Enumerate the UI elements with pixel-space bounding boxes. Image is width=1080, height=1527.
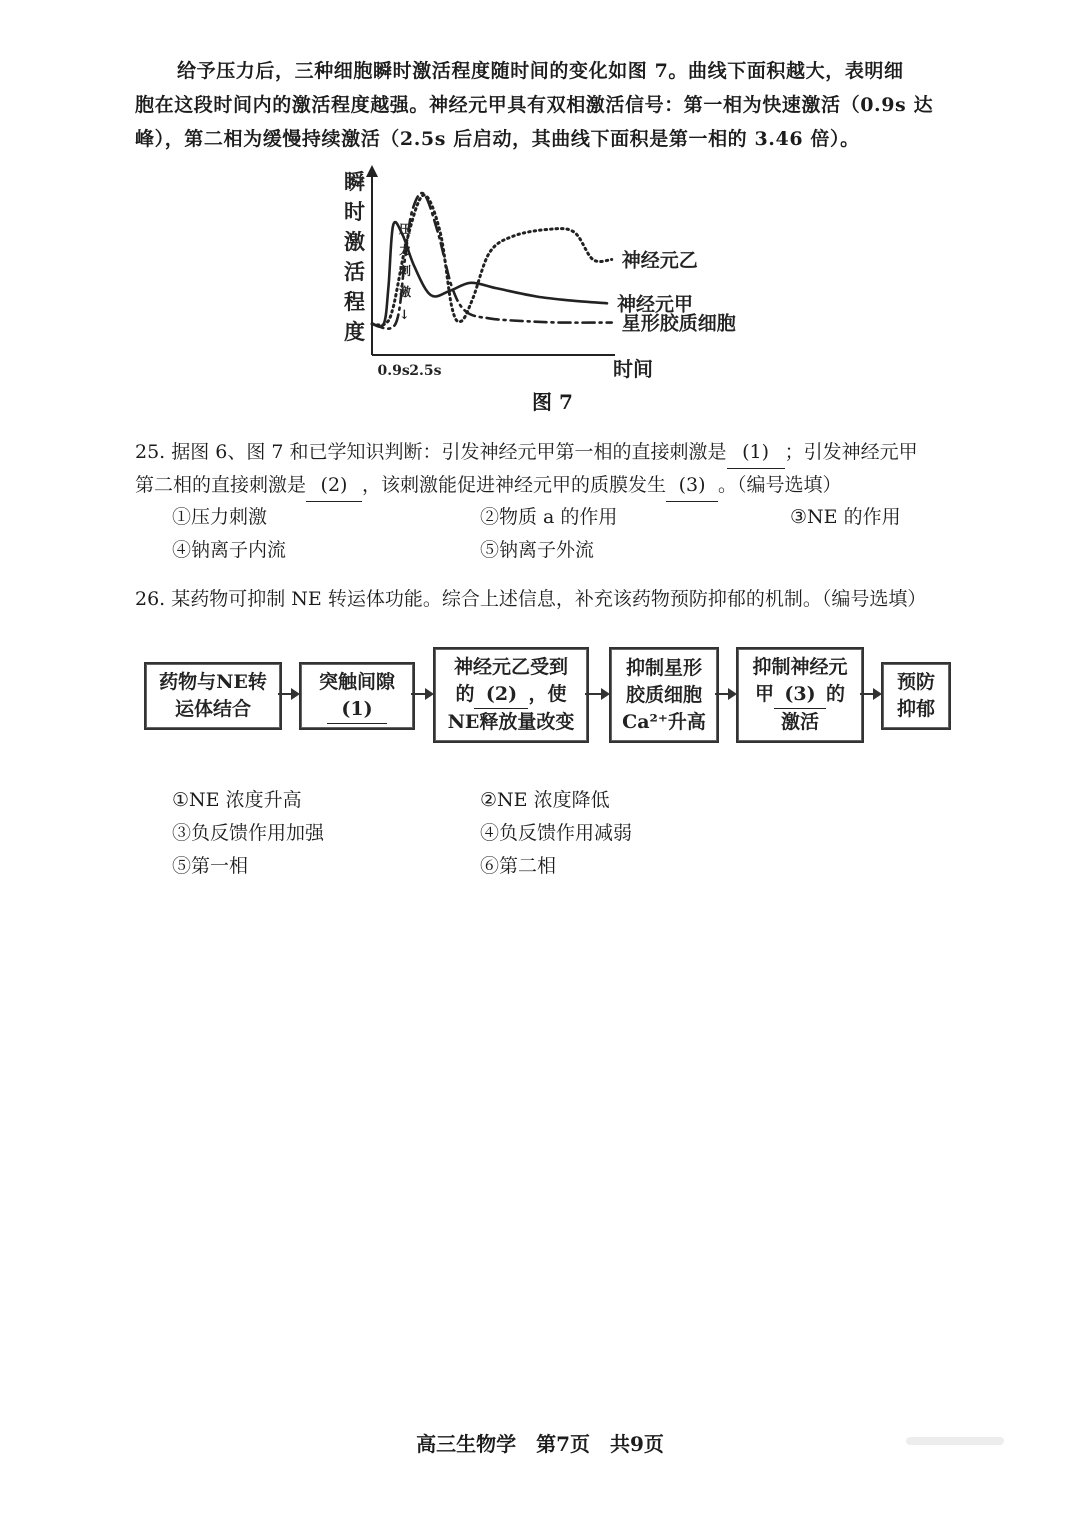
q26-blank-2[interactable]: (2) (474, 681, 528, 709)
q25-option-2: ②物质 a 的作用 (480, 506, 618, 528)
flow-box-3-text-a: 的 (455, 683, 475, 705)
flow-box-1-line-1: 药物与NE转 (159, 671, 267, 693)
flow-arrow-4 (715, 693, 735, 695)
flow-box-4-line-3: Ca²⁺升高 (622, 710, 706, 733)
flow-arrow-5 (860, 693, 880, 695)
series-labels (617, 249, 736, 335)
x-tick-label: 0.9s (377, 363, 410, 379)
flow-box-4-line-2: 胶质细胞 (625, 683, 702, 706)
y-label-char: 活 (344, 259, 365, 284)
flow-box-6-line-2: 抑郁 (896, 698, 935, 720)
y-label-char: 瞬 (344, 169, 365, 194)
q26-option-6: ⑥第二相 (480, 855, 557, 877)
flow-box-3-line-1: 神经元乙受到 (453, 656, 568, 678)
q26-option-3: ③负反馈作用加强 (172, 822, 325, 844)
q25-option-3: ③NE 的作用 (790, 506, 901, 528)
stimulus-label-char: 力 (399, 243, 412, 257)
question-25 (135, 436, 975, 502)
q26-option-2: ②NE 浓度降低 (480, 789, 610, 811)
q25-blank-3[interactable]: (3) (666, 469, 718, 502)
figure-7-caption: 图 7 (532, 390, 573, 414)
q25-text-1a: 25. 据图 6、图 7 和已学知识判断：引发神经元甲第一相的直接刺激是 (135, 441, 727, 463)
q25-text-2b: ，该刺激能促进神经元甲的质膜发生 (362, 474, 667, 496)
intro-line-2: 胞在这段时间内的激活程度越强。神经元甲具有双相激活信号：第一相为快速激活（0.9s 达 (135, 94, 934, 116)
intro-line-3: 峰），第二相为缓慢持续激活（2.5s 后启动，其曲线下面积是第一相的 3.46 倍）。 (135, 128, 860, 150)
q26-blank-1[interactable]: (1) (327, 696, 387, 724)
stimulus-arrow-icon: ↓ (399, 308, 410, 323)
flow-arrow-2 (411, 693, 432, 695)
page-footer: 高三生物学 第7页 共9页 (416, 1432, 664, 1456)
flow-box-neuron-b (433, 647, 589, 743)
q26-option-1: ①NE 浓度升高 (172, 789, 302, 811)
q26-option-5: ⑤第一相 (172, 855, 249, 877)
flow-arrow-3 (585, 693, 608, 695)
q25-option-5: ⑤钠离子外流 (480, 539, 595, 561)
q26-blank-3[interactable]: (3) (774, 681, 826, 709)
intro-paragraph (135, 54, 970, 156)
y-axis-arrowhead (366, 165, 378, 177)
y-label-char: 激 (344, 229, 365, 254)
stimulus-label-char: 激 (399, 285, 412, 299)
flow-arrow-1 (278, 693, 298, 695)
series-label-1: 神经元乙 (621, 249, 698, 272)
x-tick-labels (378, 363, 442, 379)
flow-box-4-line-1: 抑制星形 (625, 656, 702, 679)
figure-7-chart (330, 165, 800, 390)
x-tick-label: 2.5s (409, 363, 442, 379)
stimulus-label-char: 压 (399, 222, 412, 236)
y-label-char: 程 (344, 289, 365, 314)
intro-line-1: 给予压力后，三种细胞瞬时激活程度随时间的变化如图 7。曲线下面积越大，表明细 (177, 60, 904, 82)
flow-box-synaptic-cleft (299, 662, 415, 730)
stimulus-label-char: 刺 (399, 264, 412, 278)
flow-box-2-line-1: 突触间隙 (318, 670, 395, 693)
flow-box-astrocyte (609, 647, 719, 743)
question-26-stem: 26. 某药物可抑制 NE 转运体功能。综合上述信息，补充该药物预防抑郁的机制。（编号选填） (135, 588, 927, 610)
q25-text-2a: 第二相的直接刺激是 (135, 474, 307, 496)
series-label-2: 神经元甲 (617, 293, 694, 316)
q26-option-4: ④负反馈作用减弱 (480, 822, 633, 844)
watermark-logo (906, 1434, 1006, 1448)
q25-blank-1[interactable]: (1) (727, 436, 785, 469)
q25-blank-2[interactable]: (2) (306, 469, 362, 502)
flow-box-3-line-3: NE释放量改变 (447, 711, 575, 733)
q25-text-2c: 。（编号选填） (718, 474, 842, 496)
flow-box-6-line-1: 预防 (896, 671, 935, 693)
flow-box-1-line-2: 运体结合 (174, 698, 251, 720)
flow-box-5-text-b: 的 (825, 683, 845, 705)
flow-box-3-text-b: ，使 (528, 683, 567, 705)
flow-box-5-line-1: 抑制神经元 (752, 656, 848, 678)
y-label-char: 时 (344, 199, 365, 224)
flow-box-prevent-depression (881, 662, 951, 730)
series-line-1 (372, 195, 612, 325)
q25-option-1: ①压力刺激 (172, 506, 268, 528)
flow-box-5-line-3: 激活 (780, 711, 819, 733)
y-axis-label (344, 169, 365, 344)
flow-box-neuron-a (736, 647, 864, 743)
y-label-char: 度 (344, 319, 365, 344)
q25-text-1b: ；引发神经元甲 (784, 441, 918, 463)
x-axis-label: 时间 (613, 357, 653, 381)
flow-box-drug-binding (144, 662, 282, 730)
q25-option-4: ④钠离子内流 (172, 539, 287, 561)
series-label-3: 星形胶质细胞 (621, 312, 736, 335)
flow-box-5-text-a: 甲 (754, 683, 774, 705)
